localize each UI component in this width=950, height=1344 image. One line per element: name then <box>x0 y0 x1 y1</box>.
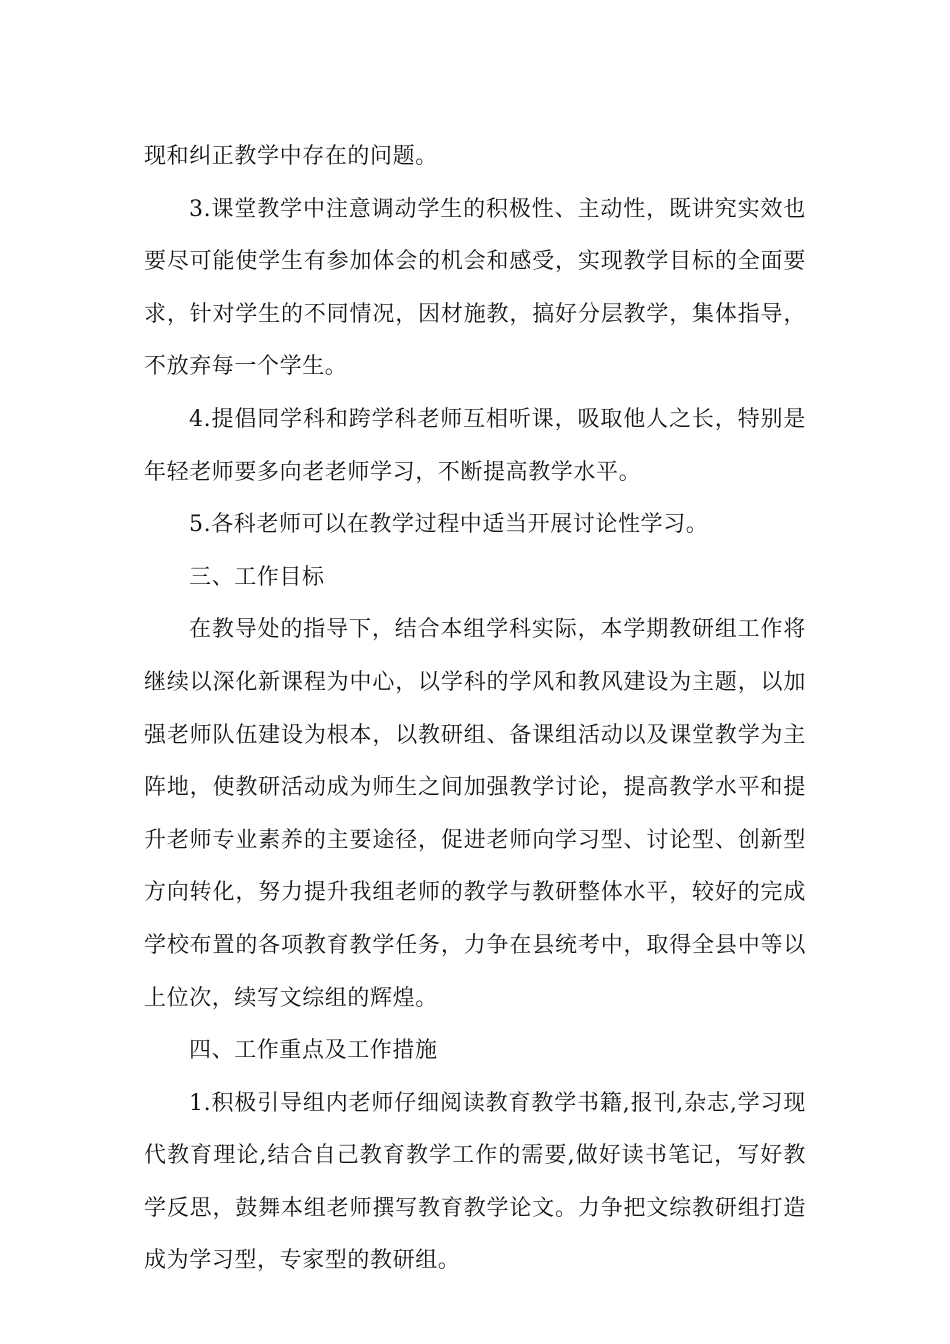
paragraph-work-goals: 在教导处的指导下，结合本组学科实际，本学期教研组工作将继续以深化新课程为中心，以学科的学风和教风建设为主题，以加强老师队伍建设为根本，以教研组、备课组活动以及课堂教学为主阵地，使教研活动成为师生之间加强教学讨论，提高教学水平和提升老师专业素养的主要途径，促进老师向学习型、讨论型、创新型方向转化，努力提升我组老师的教学与教研整体水平，较好的完成学校布置的各项教育教学任务，力争在县统考中，取得全县中等以上位次，续写文综组的辉煌。 <box>144 617 806 1011</box>
document-body <box>144 131 806 1288</box>
paragraph-item-4: 4.提倡同学科和跨学科老师互相听课，吸取他人之长，特别是年轻老师要多向老老师学习，不断提高教学水平。 <box>144 406 806 485</box>
paragraph-item-3: 3.课堂教学中注意调动学生的积极性、主动性，既讲究实效也要尽可能使学生有参加体会的机会和感受，实现教学目标的全面要求，针对学生的不同情况，因材施教，搞好分层教学，集体指导，不放弃每一个学生。 <box>144 196 806 380</box>
section-heading-key-measures: 四、工作重点及工作措施 <box>189 1038 438 1064</box>
paragraph-continuation: 现和纠正教学中存在的问题。 <box>144 144 438 169</box>
section-heading-work-goals: 三、工作目标 <box>189 564 325 590</box>
paragraph-item-5: 5.各科老师可以在教学过程中适当开展讨论性学习。 <box>189 512 709 538</box>
paragraph-measure-1: 1.积极引导组内老师仔细阅读教育教学书籍,报刊,杂志,学习现代教育理论,结合自己教育教学工作的需要,做好读书笔记，写好教学反思，鼓舞本组老师撰写教育教学论文。力争把文综教研组打造成为学习型，专家型的教研组。 <box>144 1090 806 1274</box>
